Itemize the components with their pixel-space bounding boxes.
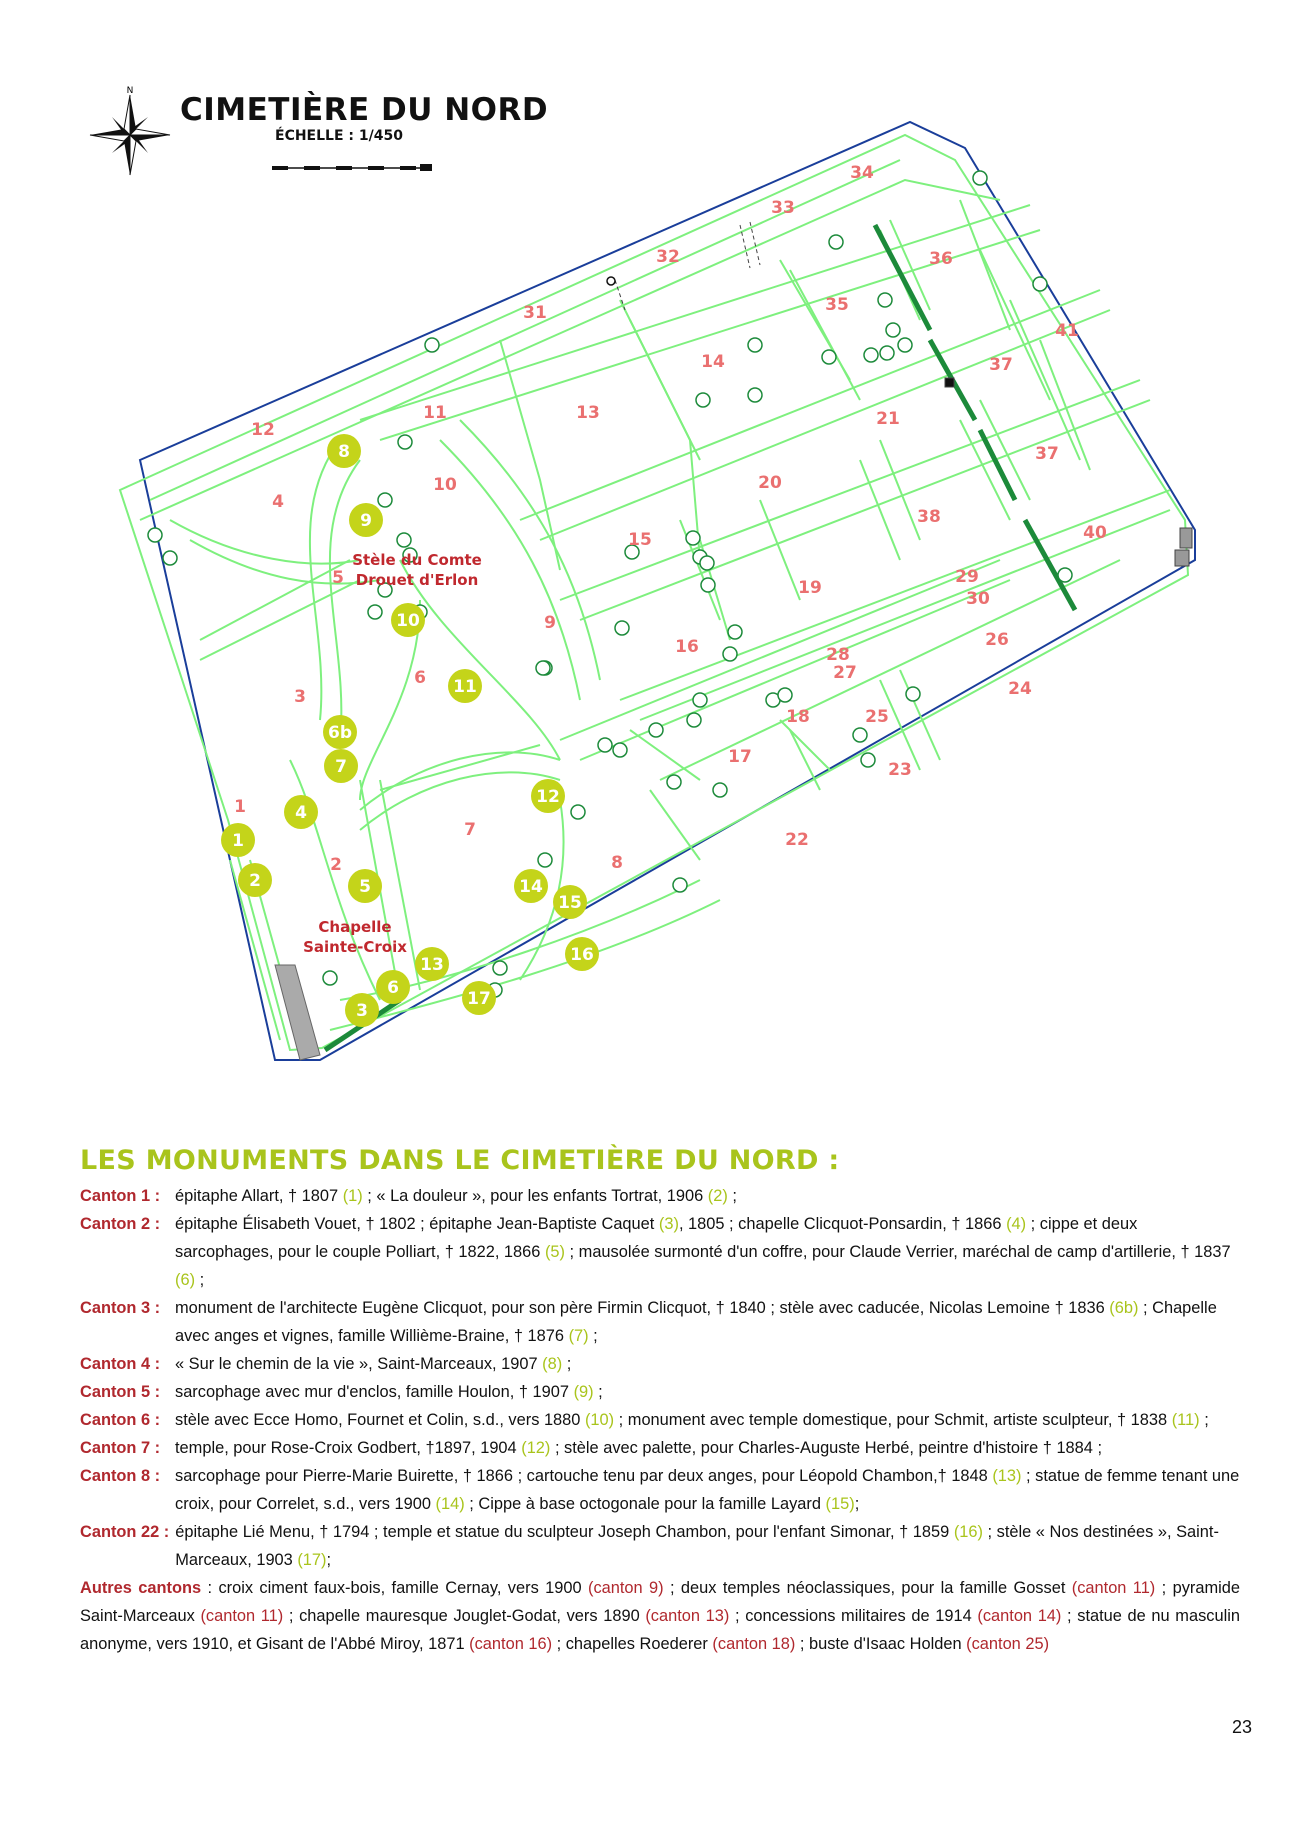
monument-ref: (4) — [1006, 1215, 1027, 1233]
canton-10: 10 — [433, 475, 457, 495]
legend-entry — [80, 1182, 1240, 1210]
canton-ref: (canton 18) — [712, 1635, 796, 1653]
marker-6b[interactable] — [323, 715, 357, 749]
legend-text: sarcophage avec mur d'enclos, famille Houlon, † 1907 — [175, 1383, 574, 1401]
canton-27: 27 — [833, 663, 857, 683]
canton-ref: (canton 14) — [977, 1607, 1062, 1625]
canton-ref: (canton 11) — [1071, 1579, 1156, 1597]
canton-11: 11 — [423, 403, 447, 423]
canton-label: Canton 3 : — [80, 1299, 161, 1317]
legend-entry — [80, 1294, 1240, 1350]
svg-text:12: 12 — [536, 787, 560, 807]
svg-text:5: 5 — [359, 877, 371, 897]
svg-text:15: 15 — [558, 893, 582, 913]
monument-ref: (17) — [297, 1551, 327, 1569]
legend-entries — [80, 1182, 1240, 1574]
monument-ref: (6b) — [1109, 1299, 1139, 1317]
canton-9: 9 — [544, 613, 556, 633]
svg-text:10: 10 — [396, 611, 420, 631]
legend-text: ; mausolée surmonté d'un coffre, pour Claude Verrier, maréchal de camp d'artillerie, † 1837 — [565, 1243, 1231, 1261]
stele-label-line2: Drouet d'Erlon — [355, 571, 479, 589]
other-cantons — [80, 1574, 1240, 1658]
chapel-label-line2: Sainte-Croix — [303, 938, 407, 956]
svg-text:11: 11 — [453, 677, 477, 697]
legend-text: ; concessions militaires de 1914 — [729, 1607, 978, 1625]
canton-2: 2 — [330, 855, 342, 875]
marker-8[interactable] — [327, 434, 361, 468]
svg-text:17: 17 — [467, 989, 491, 1009]
svg-text:1: 1 — [232, 831, 244, 851]
monuments-legend — [80, 1145, 1240, 1658]
legend-text: ; « La douleur », pour les enfants Tortrat, 1906 — [362, 1187, 708, 1205]
canton-label: Canton 22 : — [80, 1523, 170, 1541]
canton-description — [175, 1434, 1240, 1462]
svg-text:4: 4 — [295, 803, 307, 823]
canton-36: 36 — [929, 249, 953, 269]
canton-17: 17 — [728, 747, 752, 767]
monument-ref: (16) — [953, 1523, 983, 1541]
legend-text: stèle avec Ecce Homo, Fournet et Colin, s.d., vers 1880 — [175, 1411, 585, 1429]
marker-10[interactable] — [391, 603, 425, 637]
legend-text: ; pyramide Saint-Marceaux — [80, 1579, 1240, 1625]
canton-description — [175, 1406, 1240, 1434]
legend-text: ; — [562, 1355, 572, 1373]
canton-14: 14 — [701, 352, 725, 372]
marker-12[interactable] — [531, 779, 565, 813]
marker-7[interactable] — [324, 749, 358, 783]
svg-text:6b: 6b — [328, 723, 352, 743]
legend-text: ; stèle avec palette, pour Charles-Auguste Herbé, peintre d'histoire † 1884 ; — [550, 1439, 1103, 1457]
legend-text: ; — [854, 1495, 860, 1513]
trees — [148, 171, 1072, 997]
monument-ref: (12) — [521, 1439, 551, 1457]
legend-text: , 1805 ; chapelle Clicquot-Ponsardin, † 1866 — [678, 1215, 1007, 1233]
canton-label: Canton 1 : — [80, 1187, 161, 1205]
canton-8: 8 — [611, 853, 623, 873]
legend-entry — [80, 1406, 1240, 1434]
legend-text: ; stèle « Nos destinées », Saint-Marceaux, 1903 — [175, 1523, 1219, 1569]
canton-label: Canton 5 : — [80, 1383, 161, 1401]
svg-text:9: 9 — [360, 511, 372, 531]
other-cantons-text — [80, 1579, 1240, 1653]
canton-ref: (canton 13) — [645, 1607, 730, 1625]
monument-ref: (15) — [825, 1495, 855, 1513]
legend-text: ; statue de femme tenant une croix, pour Correlet, s.d., vers 1900 — [175, 1467, 1240, 1513]
north-label: N — [126, 86, 134, 96]
canton-26: 26 — [985, 630, 1009, 650]
canton-23: 23 — [888, 760, 912, 780]
legend-text: ; Cippe à base octogonale pour la famille Layard — [464, 1495, 826, 1513]
legend-text: épitaphe Élisabeth Vouet, † 1802 ; épitaphe Jean-Baptiste Caquet — [175, 1215, 659, 1233]
marker-16[interactable] — [565, 937, 599, 971]
canton-1: 1 — [234, 797, 246, 817]
legend-text: ; chapelle mauresque Jouglet-Godat, vers 1890 — [283, 1607, 646, 1625]
canton-40: 40 — [1083, 523, 1107, 543]
legend-text: ; chapelles Roederer — [552, 1635, 713, 1653]
map-title: CIMETIÈRE DU NORD — [180, 92, 549, 128]
path-network — [140, 160, 1170, 1040]
legend-entry — [80, 1210, 1240, 1294]
svg-text:16: 16 — [570, 945, 594, 965]
map-title-block — [180, 92, 548, 144]
legend-text: ; — [195, 1271, 205, 1289]
canton-description — [175, 1294, 1240, 1350]
canton-37a: 37 — [989, 355, 1013, 375]
monument-ref: (9) — [573, 1383, 594, 1401]
canton-16: 16 — [675, 637, 699, 657]
canton-description — [175, 1378, 1240, 1406]
canton-34: 34 — [850, 163, 874, 183]
canton-25: 25 — [865, 707, 889, 727]
canton-24: 24 — [1008, 679, 1032, 699]
canton-37b: 37 — [1035, 444, 1059, 464]
legend-text: temple, pour Rose-Croix Godbert, †1897, 1904 — [175, 1439, 522, 1457]
svg-text:13: 13 — [420, 955, 444, 975]
legend-text: ; — [1199, 1411, 1209, 1429]
canton-ref: (canton 9) — [587, 1579, 664, 1597]
marker-11[interactable] — [448, 669, 482, 703]
canton-20: 20 — [758, 473, 782, 493]
monument-ref: (10) — [584, 1411, 615, 1429]
compass-rose-icon — [90, 86, 170, 175]
monument-ref: (2) — [707, 1187, 728, 1205]
marker-4[interactable] — [284, 795, 318, 829]
canton-12: 12 — [251, 420, 275, 440]
canton-label: Canton 8 : — [80, 1467, 161, 1485]
canton-28: 28 — [826, 645, 850, 665]
canton-32: 32 — [656, 247, 680, 267]
scale-bar — [272, 164, 432, 171]
svg-text:14: 14 — [519, 877, 543, 897]
canton-description — [175, 1182, 1240, 1210]
canton-29: 29 — [955, 567, 979, 587]
canton-13: 13 — [576, 403, 600, 423]
marker-13[interactable] — [415, 947, 449, 981]
monument-ref: (8) — [542, 1355, 563, 1373]
legend-text: ; — [588, 1327, 598, 1345]
canton-ref: (canton 16) — [469, 1635, 553, 1653]
canton-description — [175, 1518, 1240, 1574]
marker-14[interactable] — [514, 869, 548, 903]
legend-entry — [80, 1518, 1240, 1574]
marker-17[interactable] — [462, 981, 496, 1015]
svg-text:3: 3 — [356, 1001, 368, 1021]
canton-15: 15 — [628, 530, 652, 550]
monument-ref: (11) — [1171, 1411, 1200, 1429]
canton-38: 38 — [917, 507, 941, 527]
legend-text: : croix ciment faux-bois, famille Cernay, vers 1900 — [201, 1579, 588, 1597]
marker-15[interactable] — [553, 885, 587, 919]
monument-ref: (7) — [568, 1327, 589, 1345]
marker-1[interactable] — [221, 823, 255, 857]
marker-2[interactable] — [238, 863, 272, 897]
page-number: 23 — [1232, 1717, 1253, 1737]
stele-label-line1: Stèle du Comte — [352, 551, 482, 569]
canton-label: Canton 7 : — [80, 1439, 161, 1457]
marker-3[interactable] — [345, 993, 379, 1027]
canton-5: 5 — [332, 568, 344, 588]
canton-ref: (canton 25) — [966, 1635, 1050, 1653]
map-scale: ÉCHELLE : 1/450 — [275, 128, 403, 144]
legend-text: ; buste d'Isaac Holden — [795, 1635, 967, 1653]
monument-ref: (13) — [992, 1467, 1022, 1485]
chapel-label-line1: Chapelle — [318, 918, 392, 936]
legend-entry — [80, 1350, 1240, 1378]
canton-ref: (canton 11) — [200, 1607, 284, 1625]
monument-ref: (1) — [342, 1187, 363, 1205]
canton-4: 4 — [272, 492, 284, 512]
marker-6[interactable] — [376, 970, 410, 1004]
svg-text:7: 7 — [335, 757, 347, 777]
legend-heading: LES MONUMENTS DANS LE CIMETIÈRE DU NORD : — [80, 1145, 840, 1176]
legend-text: ; statue de nu masculin anonyme, vers 1910, et Gisant de l'Abbé Miroy, 1871 — [80, 1607, 1240, 1653]
legend-text: ; cippe et deux sarcophages, pour le couple Polliart, † 1822, 1866 — [175, 1215, 1138, 1261]
canton-41: 41 — [1055, 321, 1079, 341]
legend-entry — [80, 1434, 1240, 1462]
canton-31: 31 — [523, 303, 547, 323]
legend-text: ; — [326, 1551, 332, 1569]
legend-text: sarcophage pour Pierre-Marie Buirette, † 1866 ; cartouche tenu par deux anges, pour Léopold Chambon,† 1848 — [175, 1467, 993, 1485]
legend-entry — [80, 1378, 1240, 1406]
canton-19: 19 — [798, 578, 822, 598]
canton-6: 6 — [414, 668, 426, 688]
svg-text:8: 8 — [338, 442, 350, 462]
legend-text: épitaphe Allart, † 1807 — [175, 1187, 343, 1205]
legend-entry — [80, 1462, 1240, 1518]
canton-description — [175, 1210, 1240, 1294]
canton-label: Canton 4 : — [80, 1355, 161, 1373]
other-cantons-label: Autres cantons — [80, 1579, 202, 1597]
legend-text: ; — [727, 1187, 737, 1205]
canton-33: 33 — [771, 198, 795, 218]
svg-text:6: 6 — [387, 978, 399, 998]
legend-text: « Sur le chemin de la vie », Saint-Marceaux, 1907 — [175, 1355, 543, 1373]
monument-ref: (5) — [544, 1243, 565, 1261]
canton-description — [175, 1350, 1240, 1378]
legend-text: ; monument avec temple domestique, pour Schmit, artiste sculpteur, † 1838 — [614, 1411, 1172, 1429]
canton-21: 21 — [876, 409, 900, 429]
canton-label: Canton 2 : — [80, 1215, 161, 1233]
svg-text:2: 2 — [249, 871, 261, 891]
canton-18: 18 — [786, 707, 810, 727]
marker-5[interactable] — [348, 869, 382, 903]
legend-text: ; Chapelle avec anges et vignes, famille Willième-Braine, † 1876 — [175, 1299, 1217, 1345]
canton-35: 35 — [825, 295, 849, 315]
canton-3: 3 — [294, 687, 306, 707]
canton-label: Canton 6 : — [80, 1411, 161, 1429]
monument-ref: (14) — [435, 1495, 465, 1513]
legend-text: ; — [593, 1383, 603, 1401]
legend-text: épitaphe Lié Menu, † 1794 ; temple et statue du sculpteur Joseph Chambon, pour l'enfant Simonar, † 1859 — [175, 1523, 954, 1541]
canton-description — [175, 1462, 1240, 1518]
marker-9[interactable] — [349, 503, 383, 537]
legend-text: monument de l'architecte Eugène Clicquot, pour son père Firmin Clicquot, † 1840 ; stèle avec caducée, Nicolas Lemoine † 1836 — [175, 1299, 1110, 1317]
legend-text: ; deux temples néoclassiques, pour la famille Gosset — [663, 1579, 1072, 1597]
canton-7: 7 — [464, 820, 476, 840]
monument-ref: (6) — [175, 1271, 196, 1289]
canton-30: 30 — [966, 589, 990, 609]
monument-ref: (3) — [658, 1215, 679, 1233]
canton-22: 22 — [785, 830, 809, 850]
